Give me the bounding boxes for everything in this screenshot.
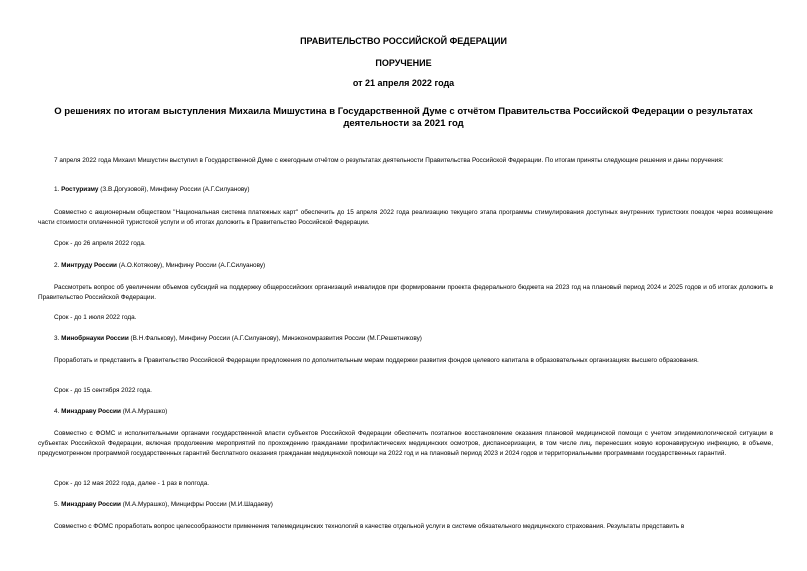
item-2-heading <box>54 261 265 271</box>
item-5-executors: (М.А.Мурашко), Минцифры России (М.И.Шадаеву) <box>120 501 273 508</box>
item-3-executors: (В.Н.Фалькову), Минфину России (А.Г.Силуанову), Минэкономразвития России (М.Г.Решетникову) <box>128 335 422 342</box>
item-3-heading <box>54 334 422 344</box>
item-4-deadline: Срок - до 12 мая 2022 года, далее - 1 раз в полгода. <box>54 480 210 487</box>
item-5-task: Совместно с ФОМС проработать вопрос целесообразности применения телемедицинских технологий в качестве отдельной услуги в системе обязательного медицинского страхования. Результаты представить в <box>54 523 685 530</box>
intro-paragraph: 7 апреля 2022 года Михаил Мишустин выступил в Государственной Думе с ежегодным отчётом о результатах деятельности Правительства Российской Федерации. По итогам приняты следующие решения и даны поручения: <box>54 157 724 164</box>
item-5-number: 5. <box>54 501 60 508</box>
item-4-agency: Минздраву России <box>61 408 121 415</box>
item-5-agency: Минздраву России <box>61 501 121 508</box>
item-2-number: 2. <box>54 262 60 269</box>
item-2-agency: Минтруду России <box>61 262 117 269</box>
item-4-executors: (М.А.Мурашко) <box>120 408 168 415</box>
item-2-executors: (А.О.Котякову), Минфину России (А.Г.Силуанову) <box>116 262 266 269</box>
item-5-heading <box>54 500 273 510</box>
item-1-task: Совместно с акционерным обществом "Национальная система платежных карт" обеспечить до 15 апреля 2022 года реализацию текущего этапа программы стимулирования доступных внутренних туристских поездок через возмещение части стоимости оплаченной туристской услуги и об итогах доложить в Правительство Российской Федерации. <box>38 209 773 226</box>
document-date: от 21 апреля 2022 года <box>352 78 455 88</box>
item-3-number: 3. <box>54 335 60 342</box>
item-1-deadline: Срок - до 26 апреля 2022 года. <box>54 240 146 247</box>
item-3-deadline: Срок - до 15 сентября 2022 года. <box>54 387 152 394</box>
government-heading: ПРАВИТЕЛЬСТВО РОССИЙСКОЙ ФЕДЕРАЦИИ <box>300 36 507 46</box>
document-title: О решениях по итогам выступления Михаила Мишустина в Государственной Думе с отчётом Правительства Российской Федерации о результатах деятельности за 2021 год <box>54 106 753 129</box>
item-1-agency: Ростуризму <box>61 186 99 193</box>
item-4-task: Совместно с ФОМС и исполнительными органами государственной власти субъектов Российской Федерации обеспечить поэтапное восстановление оказания плановой медицинской помощи с учетом эпидемиологической ситуации в субъектах Российской Федерации, включая продолжение мероприятий по прохождению гражданами профилактических медицинских осмотров, диспансеризации, в том числе лиц, перенесших новую коронавирусную инфекцию, в объеме, предусмотренном программой государственных гарантий бесплатного оказания гражданам медицинской помощи на 2022 год и на плановый период 2023 и 2024 годов и территориальными программами государственных гарантий. <box>38 430 773 457</box>
item-4-number: 4. <box>54 408 60 415</box>
item-2-task: Рассмотреть вопрос об увеличении объемов субсидий на поддержку общероссийских организаций инвалидов при формировании проекта федерального бюджета на 2023 год на плановый период 2024 и 2025 годов и об итогах доложить в Правительство Российской Федерации. <box>38 284 773 301</box>
item-1-number: 1. <box>54 186 60 193</box>
item-3-agency: Минобрнауки России <box>61 335 129 342</box>
item-1-heading <box>54 185 249 195</box>
item-2-deadline: Срок - до 1 июля 2022 года. <box>54 314 137 321</box>
document-type: ПОРУЧЕНИЕ <box>375 58 432 68</box>
item-3-task: Проработать и представить в Правительство Российской Федерации предложения по дополнительным мерам поддержки развития фондов целевого капитала в образовательных организациях высшего образования. <box>54 357 699 364</box>
item-4-heading <box>54 407 167 417</box>
item-1-executors: (З.В.Догузовой), Минфину России (А.Г.Силуанову) <box>98 186 250 193</box>
